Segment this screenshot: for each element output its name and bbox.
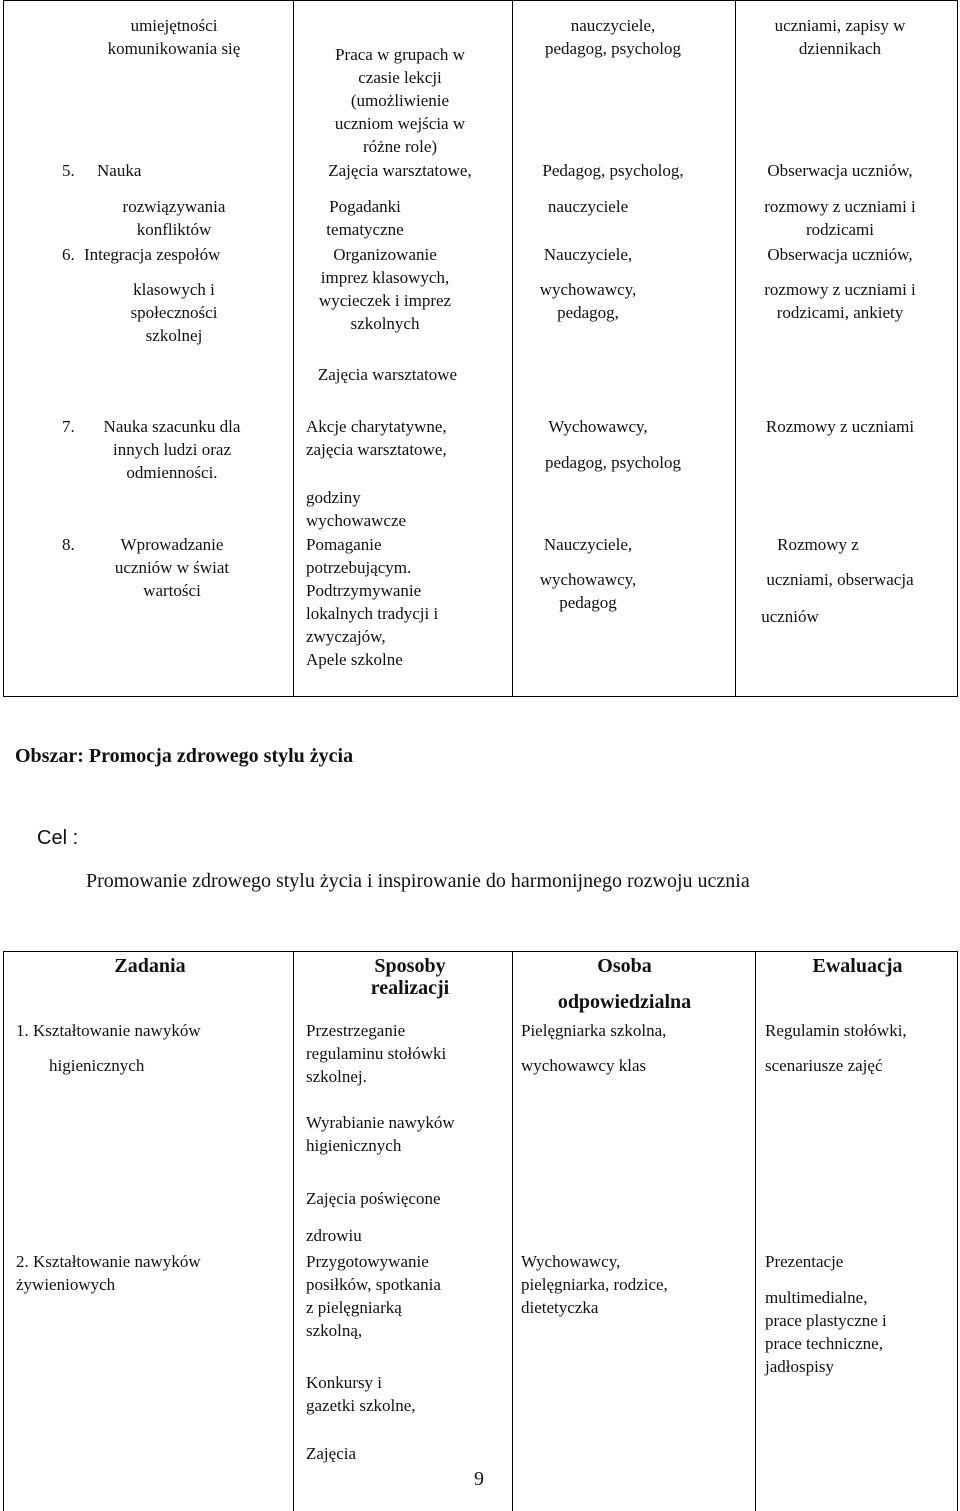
evaluation-cell: Rozmowy z [777,535,859,554]
evaluation-cell-continuation: scenariusze zajęć [765,1056,883,1075]
evaluation-cell: uczniami, zapisy w dziennikach [774,16,906,58]
responsible-cell-continuation: wychowawcy, pedagog [539,570,637,612]
method-cell: Zajęcia poświęcone [306,1189,441,1208]
evaluation-cell-continuation: uczniów [761,607,819,626]
evaluation-cell-continuation: rozmowy z uczniami i rodzicami, ankiety [764,280,916,322]
responsible-cell: Pielęgniarka szkolna, [521,1021,667,1040]
task-cell: 1. Kształtowanie nawyków [16,1021,201,1040]
method-cell: Zajęcia [306,1444,357,1463]
method-cell: Konkursy i gazetki szkolne, [306,1373,416,1415]
responsible-cell: nauczyciele, pedagog, psycholog [545,16,681,58]
task-cell-continuation: klasowych i społeczności szkolnej [130,280,218,345]
method-cell-continuation: Zajęcia warsztatowe [317,365,458,384]
column-header-evaluation: Ewaluacja [812,955,903,977]
page-number: 9 [474,1468,484,1490]
area-value: Promocja zdrowego stylu życia [88,745,354,767]
task-number: 7. [62,417,75,436]
task-cell: Wprowadzanie uczniów w świat wartości [114,535,230,600]
goal-text: Promowanie zdrowego stylu życia i inspirowanie do harmonijnego rozwoju ucznia [86,870,750,892]
method-cell: Praca w grupach w czasie lekcji (umożliwienie uczniom wejścia w różne role) [334,45,466,156]
column-header-responsible [512,955,737,1013]
responsible-cell: Wychowawcy, [548,417,648,436]
task-number: 6. [62,245,75,264]
method-cell: Akcje charytatywne, zajęcia warsztatowe, [306,417,447,459]
task-cell: Nauka [97,161,142,180]
evaluation-cell: Obserwacja uczniów, [767,161,913,180]
evaluation-cell: Regulamin stołówki, [765,1021,907,1040]
evaluation-cell: Rozmowy z uczniami [765,417,915,436]
column-header-responsible-line2: odpowiedzialna [557,991,692,1013]
task-cell-continuation: higienicznych [49,1056,145,1075]
table-top-col-divider [735,0,736,697]
area-heading [15,745,353,768]
column-header-methods: Sposoby realizacji [370,955,450,999]
responsible-cell: Nauczyciele, [543,535,633,554]
responsible-cell-continuation: nauczyciele [547,197,629,216]
method-cell: Organizowanie imprez klasowych, wycieczek i imprez szkolnych [318,245,452,333]
table-top-col-divider [293,0,294,697]
method-cell: Przestrzeganie regulaminu stołówki szkolnej. [306,1021,447,1086]
table-top-col-divider [512,0,513,697]
responsible-cell: Nauczyciele, [543,245,633,264]
method-cell: Pomaganie potrzebującym. Podtrzymywanie lokalnych tradycji i zwyczajów, Apele szkolne [306,535,439,669]
evaluation-cell-continuation: multimedialne, prace plastyczne i prace techniczne, jadłospisy [765,1288,887,1376]
area-label: Obszar: [15,745,84,767]
evaluation-cell: Obserwacja uczniów, [767,245,913,264]
method-cell-continuation: godziny wychowawcze [306,488,407,530]
goal-label: Cel : [37,827,79,849]
task-cell: 2. Kształtowanie nawyków żywieniowych [16,1252,201,1294]
table-bottom-col-divider [293,951,294,1511]
table-bottom-col-divider [512,951,513,1511]
responsible-cell: Pedagog, psycholog, [542,161,684,180]
method-cell: Zajęcia warsztatowe, [328,161,472,180]
method-cell: Przygotowywanie posiłków, spotkania z pielęgniarką szkolną, [306,1252,441,1340]
task-number: 5. [62,161,75,180]
task-cell: Integracja zespołów [84,245,221,264]
task-cell: umiejętności komunikowania się [107,16,241,58]
column-header-responsible-line1: Osoba [597,955,652,977]
evaluation-cell-continuation: rozmowy z uczniami i rodzicami [764,197,916,239]
responsible-cell-continuation: wychowawcy, pedagog, [539,280,637,322]
method-cell-continuation: zdrowiu [306,1226,362,1245]
method-cell: Wyrabianie nawyków higienicznych [306,1113,455,1155]
column-header-tasks: Zadania [114,955,186,977]
responsible-cell-continuation: pedagog, psycholog [545,453,681,472]
responsible-cell: Wychowawcy, pielęgniarka, rodzice, dietetyczka [521,1252,668,1317]
responsible-cell-continuation: wychowawcy klas [521,1056,647,1075]
table-bottom-col-divider [755,951,756,1511]
evaluation-cell-continuation: uczniami, obserwacja [766,570,914,589]
task-cell-continuation: rozwiązywania konfliktów [122,197,226,239]
task-number: 8. [62,535,75,554]
task-cell: Nauka szacunku dla innych ludzi oraz odmienności. [103,417,241,482]
evaluation-cell: Prezentacje [765,1252,844,1271]
method-cell-continuation: Pogadanki tematyczne [326,197,404,239]
